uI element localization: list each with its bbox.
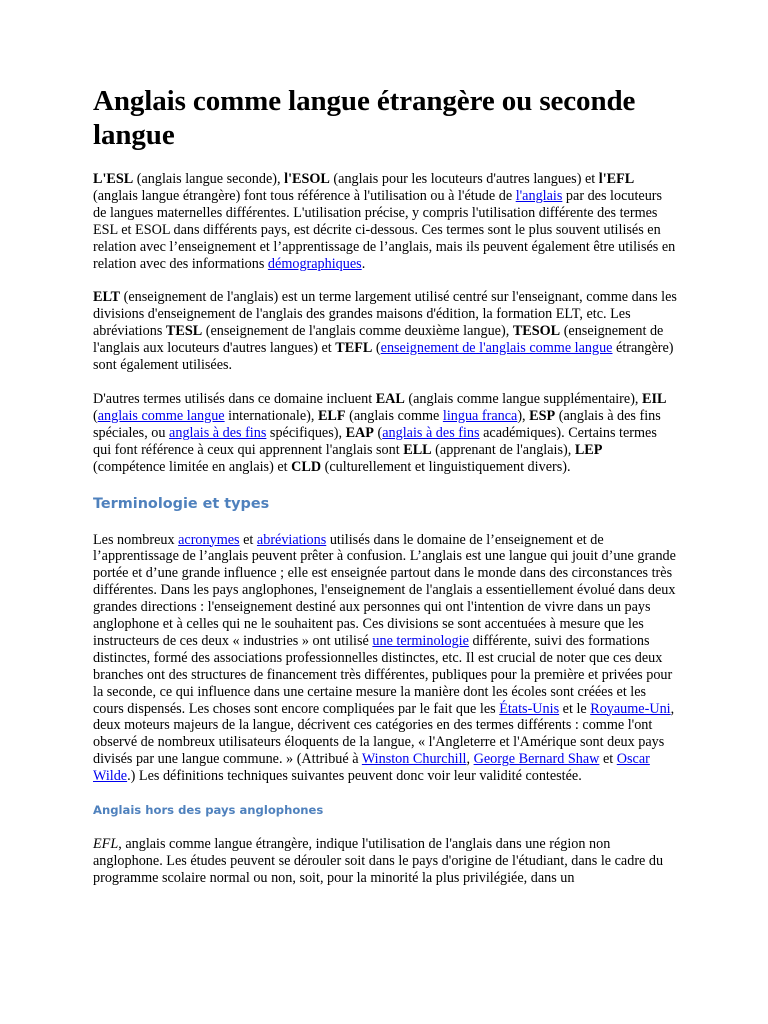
bold-term: LEP <box>574 441 603 458</box>
bold-term: TESL <box>165 323 203 340</box>
bold-term: l'EFL <box>598 171 635 187</box>
inline-link[interactable]: démographiques <box>267 255 362 272</box>
bold-term: L'ESL <box>93 171 134 187</box>
italic-term: EFL <box>93 836 119 853</box>
bold-term: CLD <box>291 458 322 475</box>
inline-link[interactable]: États-Unis <box>499 700 560 717</box>
paragraph-terminology: Les nombreux acronymes et abréviations utilisés dans le domaine de l’enseignement et de l’apprentissage de l’anglais peuvent prêter à confusion. L’anglais est une langue qui jouit d’une grande portée et d’une grande influence ; elle est enseignée partout dans le monde dans des circonstances très différentes. Dans les pays anglophones, l'enseignement de l'anglais a essentiellement évolué dans deux grandes directions : l'enseignement destiné aux personnes qui ont l'intention de vivre dans un pays anglophone et à celles qui ne le souhaitent pas. Ces divisions se sont accentuées à mesure que les instructeurs de ces deux « industries » ont utilisé une terminologie différente, suivi des formations distinctes, formé des associations professionnelles distinctes, etc. Il est crucial de noter que ces deux branches ont des structures de financement très différentes, publiques pour la première et privées pour la seconde, ce qui influence dans une certaine mesure la manière dont les écoles sont créées et les cours dispensés. Les choses sont encore compliquées par le fait que les États-Unis et le Royaume-Uni, deux moteurs majeurs de la langue, décrivent ces catégories en des termes différents : comme l'ont observé de nombreux utilisateurs éloquents de la langue, « l'Angleterre et l'Amérique sont deux pays divisés par une langue commune. » (Attribué à Winston Churchill, George Bernard Shaw et Oscar Wilde.) Les définitions techniques suivantes peuvent donc voir leur validité contestée. <box>93 531 676 785</box>
inline-link[interactable]: acronymes <box>178 531 240 548</box>
inline-link[interactable]: George Bernard Shaw <box>473 751 600 768</box>
inline-link[interactable]: Royaume-Uni <box>590 700 671 717</box>
inline-link[interactable]: Winston Churchill <box>361 751 467 768</box>
inline-link[interactable]: Oscar Wilde <box>93 751 650 785</box>
inline-link[interactable]: anglais à des fins <box>382 424 480 441</box>
inline-link[interactable]: anglais à des fins <box>169 424 267 441</box>
subsection-heading-outside: Anglais hors des pays anglophones <box>93 803 324 818</box>
inline-link[interactable]: lingua franca <box>442 407 518 424</box>
paragraph-elt: ELT (enseignement de l'anglais) est un terme largement utilisé centré sur l'enseignant, comme dans les divisions d'enseignement de l'anglais des grandes maisons d'édition, la formation ELT, etc. Les abréviations TESL (enseignement de l'anglais comme deuxième langue), TESOL (enseignement de l'anglais aux locuteurs d'autres langues) et TEFL (enseignement de l'anglais comme langue étrangère) sont également utilisées. <box>93 289 677 374</box>
inline-link[interactable]: l'anglais <box>515 187 563 204</box>
bold-term: ELT <box>93 289 121 306</box>
inline-link[interactable]: anglais comme langue <box>97 407 225 424</box>
document-body <box>93 84 678 887</box>
bold-term: ELL <box>403 441 432 458</box>
bold-term: TEFL <box>335 340 373 357</box>
bold-term: EAL <box>375 390 405 407</box>
paragraph-efl: EFL, anglais comme langue étrangère, indique l'utilisation de l'anglais dans une région non anglophone. Les études peuvent se dérouler soit dans le pays d'origine de l'étudiant, dans le cadre du programme scolaire normal ou non, soit, pour la minorité la plus privilégiée, dans un <box>93 836 664 886</box>
page-title: Anglais comme langue étrangère ou seconde langue <box>93 85 636 151</box>
section-heading-terminology: Terminologie et types <box>93 495 270 512</box>
paragraph-intro: L'ESL (anglais langue seconde), l'ESOL (anglais pour les locuteurs d'autres langues) et l'EFL (anglais langue étrangère) font tous référence à l'utilisation ou à l'étude de l'anglais par des locuteurs de langues maternelles différentes. L'utilisation précise, y compris l'utilisation différente des termes ESL et ESOL dans différents pays, est décrite ci-dessous. Ces termes sont le plus souvent utilisés en relation avec l’enseignement et l’apprentissage de l’anglais, mais ils peuvent également être utilisés en relation avec des informations démographiques. <box>93 171 676 272</box>
bold-term: EIL <box>642 390 667 407</box>
inline-link[interactable]: une terminologie <box>372 632 469 649</box>
inline-link[interactable]: abréviations <box>256 531 327 548</box>
bold-term: EAP <box>345 424 374 441</box>
bold-term: l'ESOL <box>284 171 330 187</box>
bold-term: ESP <box>529 407 556 424</box>
bold-term: TESOL <box>512 323 561 340</box>
paragraph-other-terms: D'autres termes utilisés dans ce domaine incluent EAL (anglais comme langue supplémentaire), EIL (anglais comme langue internationale), ELF (anglais comme lingua franca), ESP (anglais à des fins spéciales, ou anglais à des fins spécifiques), EAP (anglais à des fins académiques). Certains termes qui font référence à ceux qui apprennent l'anglais sont ELL (apprenant de l'anglais), LEP (compétence limitée en anglais) et CLD (culturellement et linguistiquement divers). <box>93 390 667 475</box>
inline-link[interactable]: enseignement de l'anglais comme langue <box>380 340 613 357</box>
bold-term: ELF <box>317 407 346 424</box>
